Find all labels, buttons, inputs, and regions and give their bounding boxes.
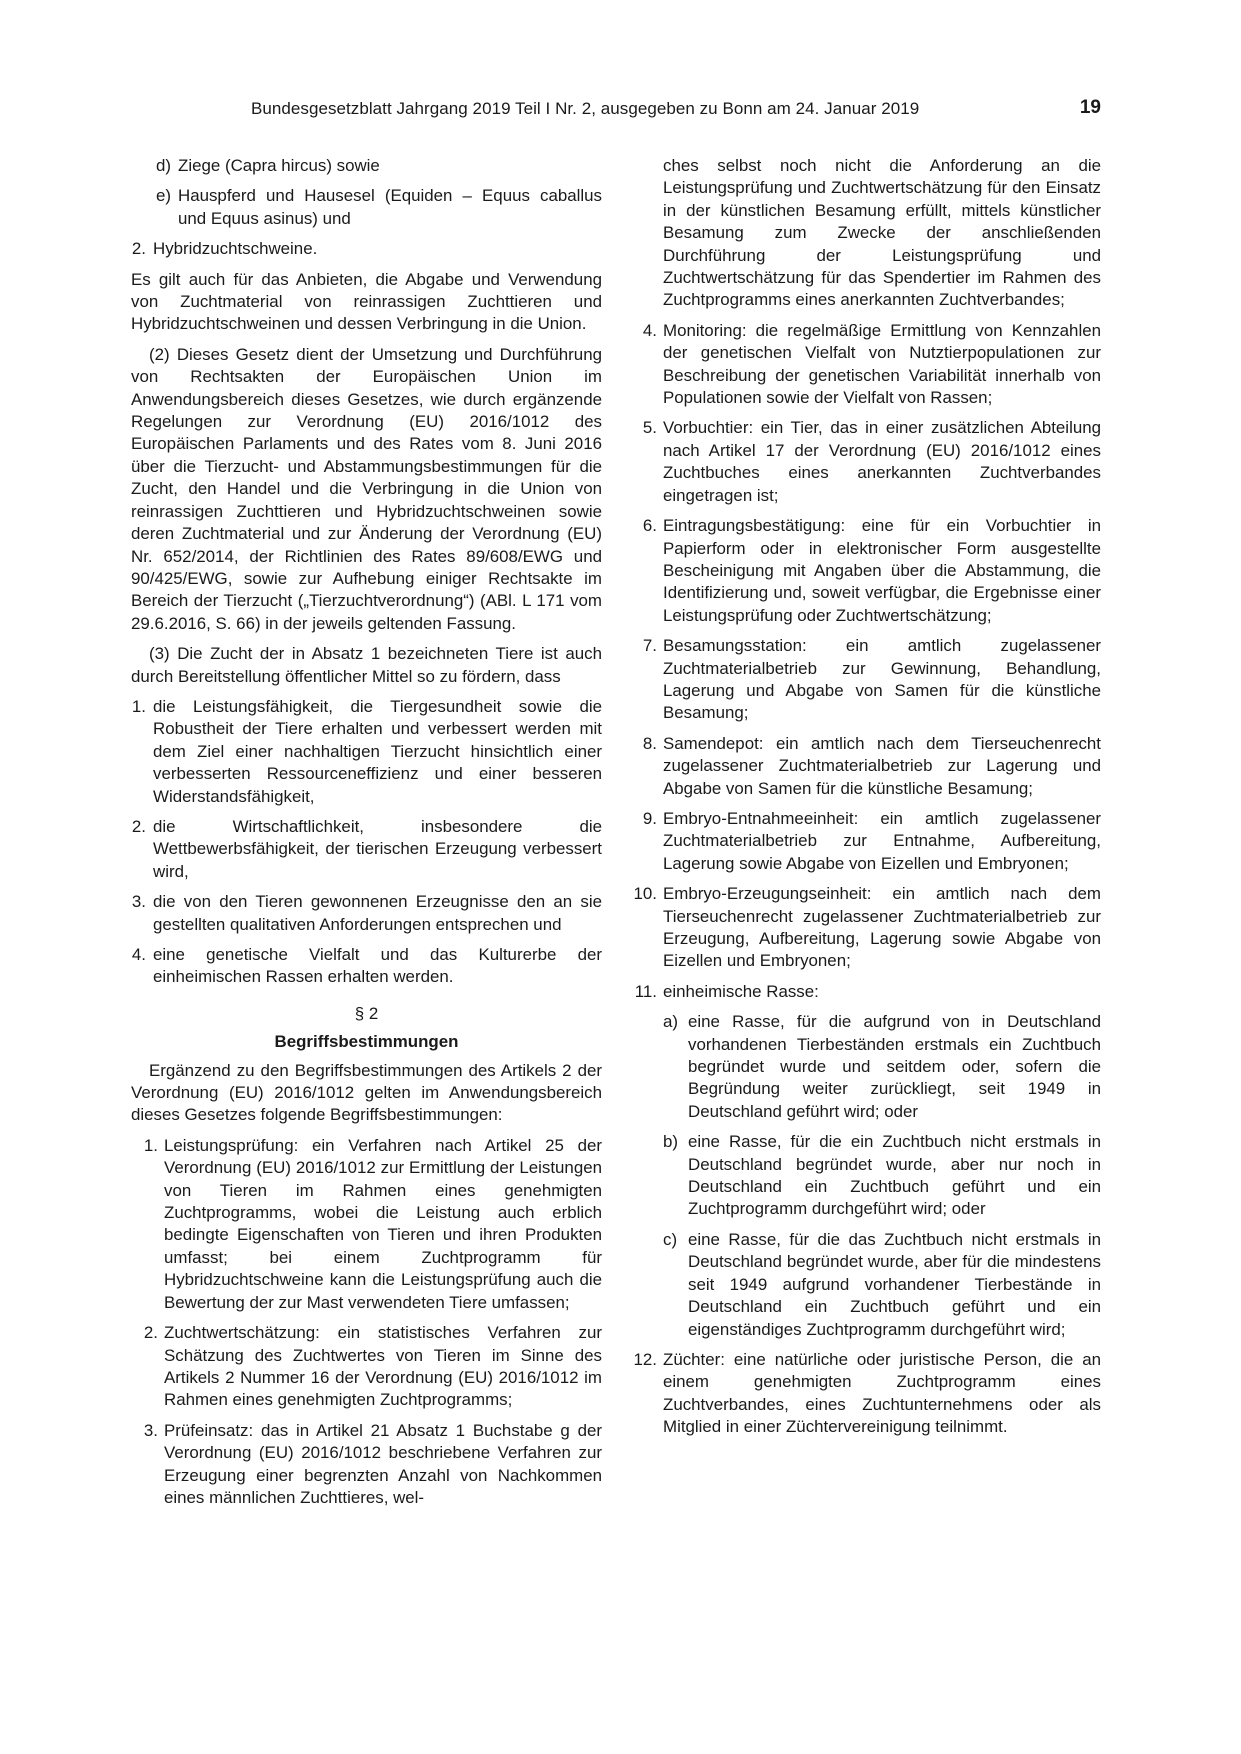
item-text: eine Rasse, für die ein Zuchtbuch nicht erstmals in Deutschland begründet wurde, aber nur noch in Deutschland ein Zuchtbuch geführt und ein Zuchtprogramm durchgeführt wird; oder [688,1132,1101,1219]
item-marker: a) [663,1012,679,1032]
item-text: einheimische Rasse: [663,981,819,1001]
item-text: Embryo-Entnahmeeinheit: ein amtlich zugelassener Zuchtmaterialbetrieb zur Entnahme, Aufbereitung, Lagerung sowie Abgabe von Eizellen und Embryonen; [663,808,1101,873]
item-text: Hybridzuchtschweine. [153,239,318,259]
item-text: eine Rasse, für die das Zuchtbuch nicht erstmals in Deutschland begründet wurde, aber für die mindestens seit 1949 aufgrund vorhandener Tierbestände in Deutschland ein Zuchtbuch geführt und ein eigenständiges Zuchtprogramm durchgeführt wird; [688,1229,1101,1339]
paragraph-2: (2) Dieses Gesetz dient der Umsetzung und Durchführung von Rechtsakten der Europäischen Union im Anwendungsbereich dieses Gesetzes, wie durch ergänzende Regelungen zur Verordnung (EU) 2016/1012 des Europäischen Parlaments und des Rates vom 8. Juni 2016 über die Tierzucht- und Abstammungsbestimmungen für die Zucht, den Handel und die Verbringung in die Union von reinrassigen Zuchttieren und Hybridzuchtschweinen sowie deren Zuchtmaterial und zur Änderung der Verordnung (EU) Nr. 652/2014, der Richtlinien des Rates 89/608/EWG und 90/425/EWG, sowie zur Aufhebung einiger Rechtsakte im Bereich der Tierzucht („Tierzuchtverordnung“) (ABl. L 171 vom 29.6.2016, S. 66) in der jeweils geltenden Fassung. [131,344,602,633]
item-marker: 2. [131,816,146,836]
item-text: Züchter: eine natürliche oder juristische Person, die an einem genehmigten Zuchtprogramm eines Zuchtverbandes, eines Zuchtunternehmens oder als Mitglied in einer Züchtervereinigung teilnimmt. [663,1349,1101,1437]
item-marker: d) [155,156,171,175]
item-text: Eintragungsbestätigung: eine für ein Vorbuchtier in Papierform oder in elektronischer Form ausgestellte Bescheinigung mit Angaben über die Abstammung, die Identifizierung und, soweit verfügbar, die Ergebnisse einer Leistungsprüfung oder Zuchtwertschätzung; [663,516,1101,625]
item-marker: 10. [633,884,657,904]
item-marker: 3. [131,892,146,912]
item-text: Hauspferd und Hausesel (Equiden – Equus caballus und Equus asinus) und [178,186,602,228]
item-marker: 2. [143,1323,158,1343]
list-item [630,883,1101,973]
item-marker: 11. [634,981,657,1001]
item-marker: 1. [131,696,146,716]
list-item [131,944,602,989]
item-marker: 3. [143,1420,158,1440]
item-marker: 5. [642,418,657,438]
item-text: Zuchtwertschätzung: ein statistisches Verfahren zur Schätzung des Zuchtwertes von Tieren im Sinne des Artikels 2 Nummer 16 der Verordnung (EU) 2016/1012 im Rahmen eines genehmigten Zuchtprogramms; [164,1323,602,1410]
item-marker: b) [663,1132,679,1152]
list-item [131,696,602,808]
item-text: eine genetische Vielfalt und das Kulturerbe der einheimischen Rassen erhalten werden. [153,945,602,987]
item-marker: 4. [131,945,146,964]
list-item [630,635,1101,725]
section-title: Begriffsbestimmungen [274,1032,459,1052]
list-item [630,1349,1101,1439]
list-item [131,1420,602,1510]
list-item [131,155,602,177]
item-marker: 8. [642,733,657,753]
list-item [630,733,1101,800]
list-item [131,1322,602,1412]
section-intro: Ergänzend zu den Begriffsbestimmungen des Artikels 2 der Verordnung (EU) 2016/1012 gelten im Anwendungsbereich dieses Gesetzes folgende Begriffsbestimmungen: [131,1060,602,1125]
right-column [630,155,1101,1447]
item-text: Leistungsprüfung: ein Verfahren nach Artikel 25 der Verordnung (EU) 2016/1012 zur Ermittlung der Leistungen von Tieren im Rahmen eines genehmigten Zuchtprogramms, wobei die Leistung auch erblich bedingte Eigenschaften von Tieren und ihren Produkten umfasst; bei einem Zuchtprogramm für Hybridzuchtschweine kann die Leistungsprüfung auch die Bewertung der zur Mast verwendeten Tiere umfassen; [164,1135,602,1312]
list-item [131,238,602,260]
page-header [131,99,1101,129]
item-marker: 12. [633,1349,657,1369]
item-marker: e) [155,186,171,206]
item-text: Ziege (Capra hircus) sowie [178,156,380,175]
list-item [131,185,602,230]
item-text: die Leistungsfähigkeit, die Tiergesundheit sowie die Robustheit der Tiere erhalten und verbessert werden mit dem Ziel einer nachhaltigen Tierzucht hinsichtlich einer verbesserten Ressourceneffizienz und einer besseren Widerstandsfähigkeit, [153,696,602,806]
list-item [630,1131,1101,1221]
item-marker: 1. [143,1135,158,1155]
item-text: die von den Tieren gewonnenen Erzeugnisse den an sie gestellten qualitativen Anforderungen entsprechen und [153,892,602,934]
definition-continuation: ches selbst noch nicht die Anforderung an die Leistungsprüfung und Zuchtwertschätzung für den Einsatz in der künstlichen Besamung erfüllt, mittels künstlicher Besamung zum Zwecke der anschließenden Durchführung der Leistungsprüfung und Zuchtwertschätzung für das Spendertier im Rahmen des Zuchtprogramms eines anerkannten Zuchtverbandes; [663,156,1101,310]
item-marker: c) [663,1229,678,1249]
section-number: § 2 [354,1003,379,1023]
paragraph-gilt: Es gilt auch für das Anbieten, die Abgabe und Verwendung von Zuchtmaterial von reinrassigen Zuchttieren und Hybridzuchtschweinen und dessen Verbringung in die Union. [131,269,602,334]
item-text: die Wirtschaftlichkeit, insbesondere die Wettbewerbsfähigkeit, der tierischen Erzeugung verbessert wird, [153,816,602,881]
header-title: Bundesgesetzblatt Jahrgang 2019 Teil I Nr. 2, ausgegeben zu Bonn am 24. Januar 2019 [251,99,920,118]
item-marker: 6. [642,516,657,536]
left-column [131,155,602,1517]
list-item [131,1135,602,1314]
list-item [630,515,1101,627]
item-text: Samendepot: ein amtlich nach dem Tierseuchenrecht zugelassener Zuchtmaterialbetrieb zur Lagerung und Abgabe von Samen für die künstliche Besamung; [663,733,1101,798]
list-item [630,417,1101,507]
paragraph-3: (3) Die Zucht der in Absatz 1 bezeichneten Tiere ist auch durch Bereitstellung öffentlicher Mittel so zu fördern, dass [131,644,602,686]
list-item [630,981,1101,1003]
item-text: Prüfeinsatz: das in Artikel 21 Absatz 1 Buchstabe g der Verordnung (EU) 2016/1012 beschriebene Verfahren zur Erzeugung einer begrenzten Anzahl von Nachkommen eines männlichen Zuchttieres, wel- [164,1420,602,1507]
item-text: Besamungsstation: ein amtlich zugelassener Zuchtmaterialbetrieb zur Gewinnung, Behandlung, Lagerung und Abgabe von Samen für die künstliche Besamung; [663,636,1101,723]
item-text: Vorbuchtier: ein Tier, das in einer zusätzlichen Abteilung nach Artikel 17 der Verordnung (EU) 2016/1012 eines Zuchtbuches eines anerkannten Zuchtverbandes eingetragen ist; [663,418,1101,505]
item-marker: 4. [642,320,657,340]
item-text: eine Rasse, für die aufgrund von in Deutschland vorhandenen Tierbeständen erstmals ein Zuchtbuch begründet wurde und seitdem oder, sofern die Begründung weiter zurückliegt, seit 1949 in Deutschland geführt wird; oder [688,1012,1101,1121]
item-text: Monitoring: die regelmäßige Ermittlung von Kennzahlen der genetischen Vielfalt von Nutztierpopulationen zur Beschreibung der genetischen Variabilität innerhalb von Populationen sowie der Vielfalt von Rassen; [663,320,1101,408]
item-marker: 2. [131,239,146,259]
list-item [131,816,602,883]
page-number: 19 [1079,97,1101,118]
list-item [630,1011,1101,1123]
list-item [630,320,1101,410]
item-text: Embryo-Erzeugungseinheit: ein amtlich nach dem Tierseuchenrecht zugelassener Zuchtmaterialbetrieb zur Erzeugung, Aufbereitung, Lagerung sowie Abgabe von Eizellen und Embryonen; [663,884,1101,971]
item-marker: 9. [642,808,657,828]
list-item [630,808,1101,875]
list-item [131,891,602,936]
item-marker: 7. [642,636,657,656]
list-item [630,1229,1101,1341]
